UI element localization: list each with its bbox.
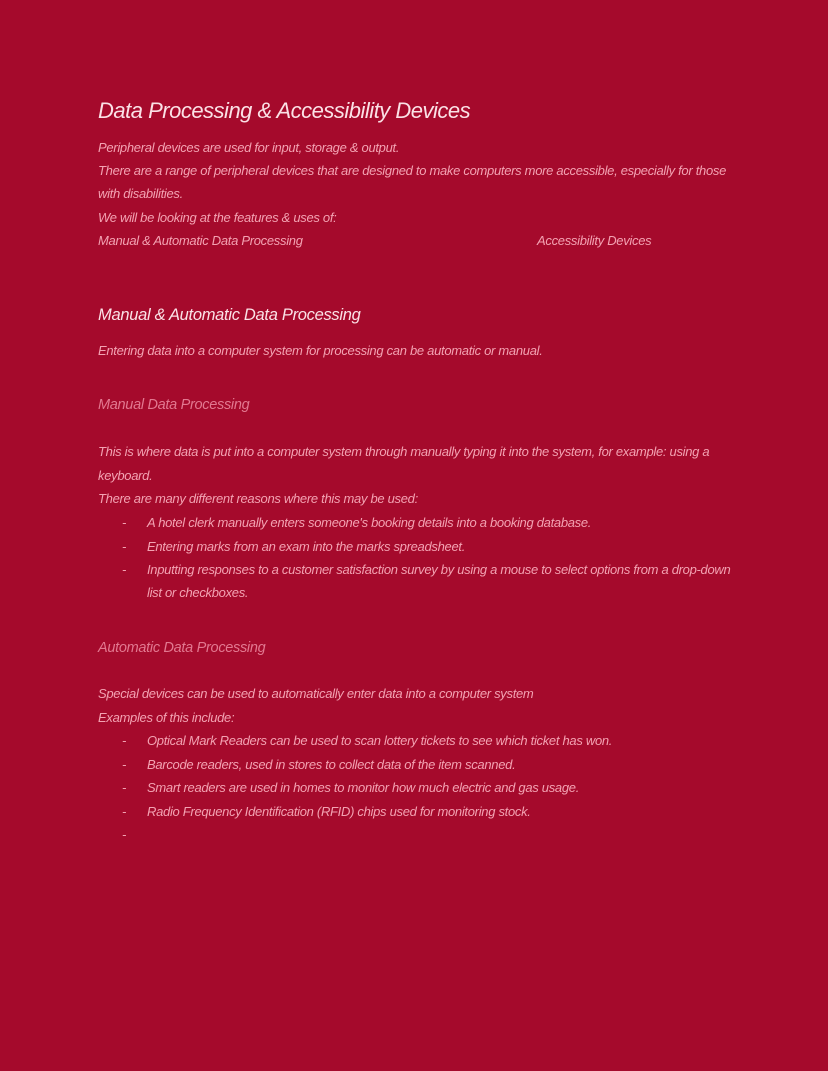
page-title: Data Processing & Accessibility Devices — [98, 98, 471, 123]
intro-line: with disabilities. — [98, 186, 183, 201]
bullet: - — [122, 804, 127, 819]
intro-line: We will be looking at the features & uses of: — [98, 210, 337, 225]
bullet: - — [122, 562, 127, 577]
paragraph: Special devices can be used to automatically enter data into a computer system — [98, 686, 534, 701]
topic-link-accessibility[interactable]: Accessibility Devices — [537, 233, 652, 248]
bullet: - — [122, 539, 127, 554]
bullet: - — [122, 757, 127, 772]
section-text: Entering data into a computer system for processing can be automatic or manual. — [98, 343, 543, 358]
section-heading: Manual & Automatic Data Processing — [98, 306, 361, 324]
bullet: - — [122, 827, 127, 842]
topic-link-data-processing[interactable]: Manual & Automatic Data Processing — [98, 233, 303, 248]
paragraph: keyboard. — [98, 468, 153, 483]
bullet: - — [122, 515, 127, 530]
bullet: - — [122, 780, 127, 795]
intro-line: Peripheral devices are used for input, storage & output. — [98, 140, 400, 155]
intro-line: There are a range of peripheral devices that are designed to make computers more accessible, especially for those — [98, 163, 727, 178]
paragraph: Examples of this include: — [98, 710, 235, 725]
subheading-automatic: Automatic Data Processing — [98, 640, 266, 656]
subheading-manual: Manual Data Processing — [98, 397, 250, 413]
paragraph: There are many different reasons where this may be used: — [98, 491, 418, 506]
bullet: - — [122, 733, 127, 748]
paragraph: This is where data is put into a computer system through manually typing it into the system, for example: using a — [98, 444, 710, 459]
